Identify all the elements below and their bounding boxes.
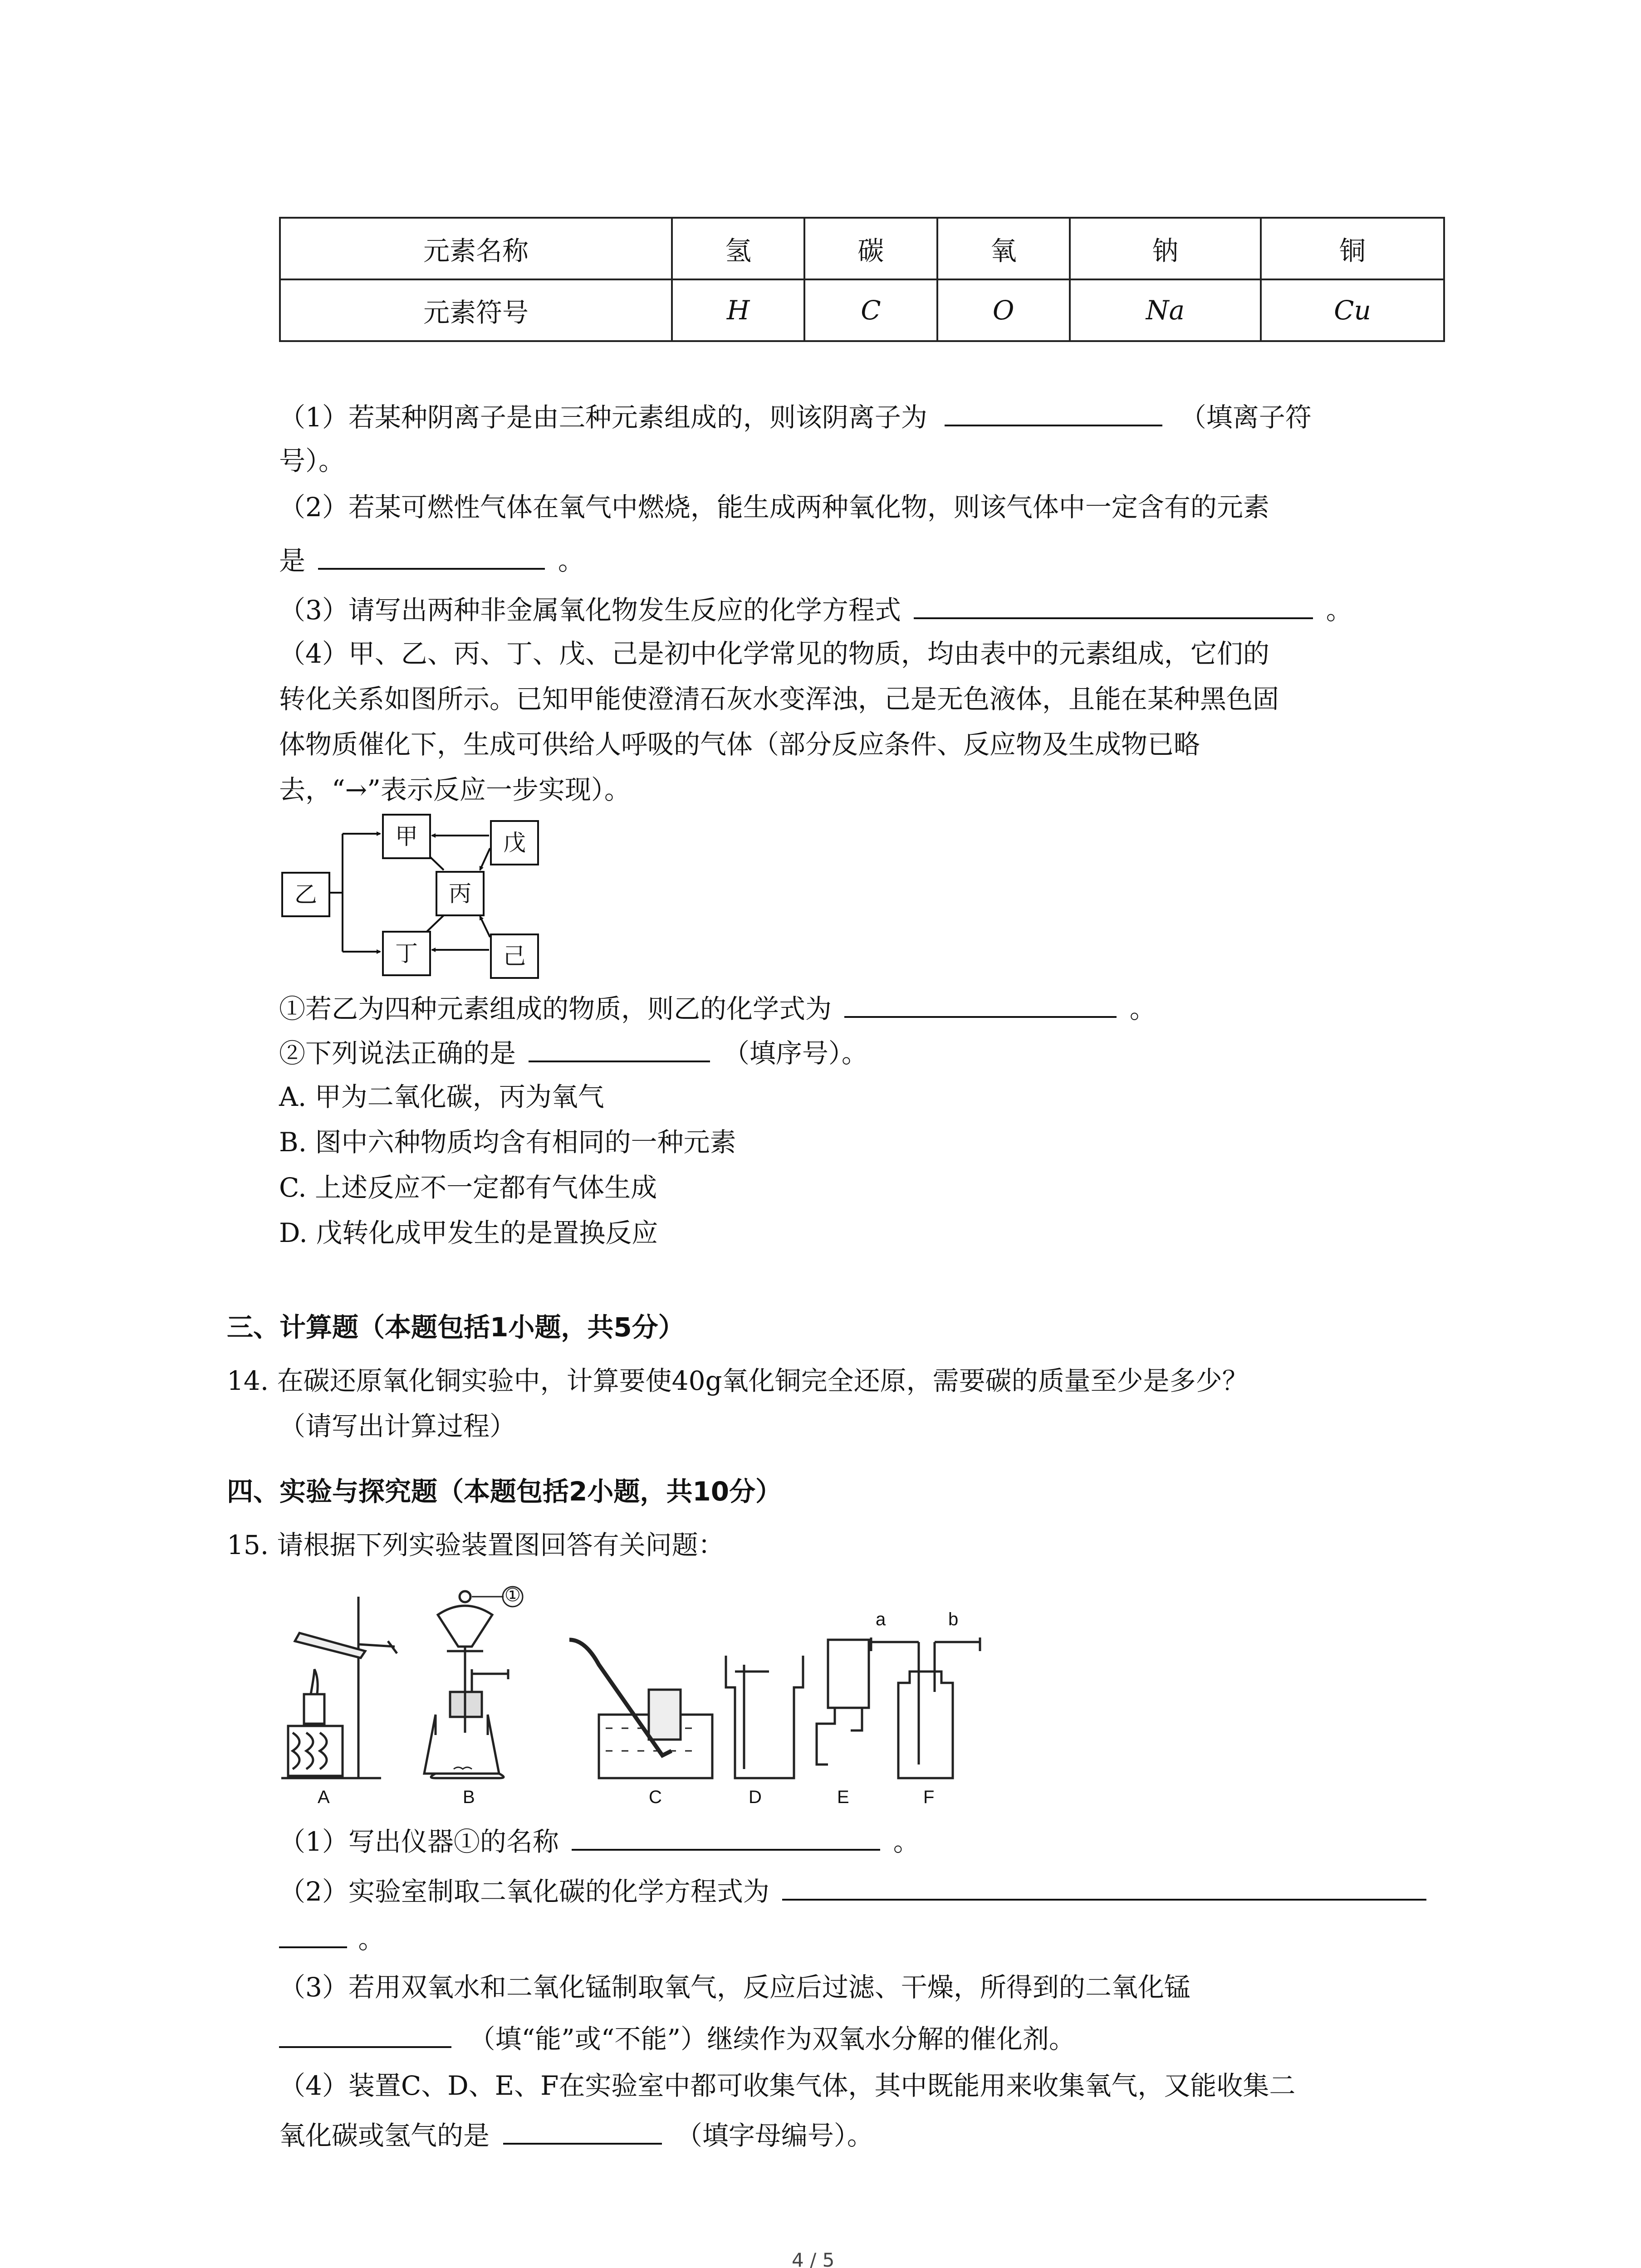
node-wu: 戊 xyxy=(490,820,539,865)
question-text: 是 xyxy=(279,545,306,576)
question-text: （填离子符 xyxy=(1180,402,1312,433)
question-text: （填“能”或“不能”）继续作为双氧水分解的催化剂。 xyxy=(469,2024,1076,2054)
table-cell: Cu xyxy=(1261,279,1444,341)
q13-part1-line1 xyxy=(279,399,1312,434)
answer-blank[interactable] xyxy=(503,2117,662,2145)
question-text: ①若乙为四种元素组成的物质，则乙的化学式为 xyxy=(279,993,832,1024)
apparatus-label-b: B xyxy=(463,1787,475,1807)
table-cell: 氢 xyxy=(672,218,804,279)
q15-part4-line2 xyxy=(279,2117,873,2152)
instrument-mark: ① xyxy=(505,1585,521,1606)
question-text: （填字母编号）。 xyxy=(676,2120,873,2151)
node-yi: 乙 xyxy=(281,872,330,917)
apparatus-label-a: A xyxy=(318,1787,330,1807)
q15-part3-line1: （3）若用双氧水和二氧化锰制取氧气，反应后过滤、干燥，所得到的二氧化锰 xyxy=(279,1972,1190,2003)
port-label-b: b xyxy=(948,1609,959,1629)
node-bing: 丙 xyxy=(436,871,485,916)
option-b: B. 图中六种物质均含有相同的一种元素 xyxy=(279,1127,736,1158)
q13-sub1 xyxy=(279,991,1156,1025)
q15-part2 xyxy=(279,1873,1431,1908)
option-a: A. 甲为二氧化碳，丙为氧气 xyxy=(279,1081,604,1112)
answer-blank[interactable] xyxy=(945,399,1162,426)
question-text: ②下列说法正确的是 xyxy=(279,1038,516,1069)
answer-blank[interactable] xyxy=(279,2021,451,2048)
q13-sub2 xyxy=(279,1035,868,1070)
q13-part3 xyxy=(279,592,1352,626)
table-cell: 碳 xyxy=(804,218,937,279)
answer-blank[interactable] xyxy=(318,543,545,570)
question-text: （3）请写出两种非金属氧化物发生反应的化学方程式 xyxy=(279,595,901,626)
q13-part1-line2: 号）。 xyxy=(279,445,345,476)
table-header-cell: 元素名称 xyxy=(280,218,672,279)
transformation-diagram xyxy=(277,812,549,984)
answer-blank-continued[interactable] xyxy=(279,1921,347,1948)
question-text: （1）写出仪器①的名称 xyxy=(279,1826,559,1857)
question-text: 。 xyxy=(1326,595,1352,626)
table-cell: 氧 xyxy=(937,218,1070,279)
q14-line1: 14. 在碳还原氧化铜实验中，计算要使40g氧化铜完全还原，需要碳的质量至少是多少？ xyxy=(227,1365,1249,1396)
q13-part2-line2 xyxy=(279,543,584,577)
question-text: （2）实验室制取二氧化碳的化学方程式为 xyxy=(279,1876,769,1907)
question-text: 氧化碳或氢气的是 xyxy=(279,2120,490,2151)
question-text: 。 xyxy=(358,1924,385,1955)
q13-part4-line2: 转化关系如图所示。已知甲能使澄清石灰水变浑浊，己是无色液体，且能在某种黑色固 xyxy=(279,684,1279,714)
answer-blank[interactable] xyxy=(572,1823,880,1851)
q13-part4-line3: 体物质催化下，生成可供给人呼吸的气体（部分反应条件、反应物及生成物已略 xyxy=(279,729,1200,760)
apparatus-figure xyxy=(272,1579,1021,1814)
answer-blank[interactable] xyxy=(914,592,1313,619)
q15-part3-line2 xyxy=(279,2021,1075,2055)
apparatus-label-f: F xyxy=(923,1787,935,1807)
question-text: （填序号）。 xyxy=(723,1038,868,1069)
q13-part4-line4: 去，“→”表示反应一步实现）。 xyxy=(279,774,631,805)
table-cell: O xyxy=(937,279,1070,341)
table-cell: Na xyxy=(1070,279,1261,341)
apparatus-label-e: E xyxy=(837,1787,849,1807)
q13-part2-line1: （2）若某可燃性气体在氧气中燃烧，能生成两种氧化物，则该气体中一定含有的元素 xyxy=(279,492,1269,523)
question-text: 。 xyxy=(1129,993,1156,1024)
table-cell: 铜 xyxy=(1261,218,1444,279)
apparatus-label-d: D xyxy=(749,1787,762,1807)
question-text: （1）若某种阴离子是由三种元素组成的，则该阴离子为 xyxy=(279,402,927,433)
table-cell: 钠 xyxy=(1070,218,1261,279)
table-cell: H xyxy=(672,279,804,341)
node-ji: 己 xyxy=(490,934,539,979)
answer-blank[interactable] xyxy=(844,991,1117,1018)
table-row xyxy=(280,279,1444,341)
node-jia: 甲 xyxy=(382,814,431,859)
element-table xyxy=(279,217,1445,342)
answer-blank[interactable] xyxy=(782,1873,1426,1901)
option-c: C. 上述反应不一定都有气体生成 xyxy=(279,1172,657,1203)
section-title-experiment: 四、实验与探究题（本题包括2小题，共10分） xyxy=(227,1476,782,1507)
apparatus-drawing xyxy=(272,1579,1021,1787)
table-header-cell: 元素符号 xyxy=(280,279,672,341)
q15-stem: 15. 请根据下列实验装置图回答有关问题： xyxy=(227,1530,725,1560)
page-number: 4 / 5 xyxy=(792,2249,835,2268)
q13-part4-line1: （4）甲、乙、丙、丁、戊、己是初中化学常见的物质，均由表中的元素组成，它们的 xyxy=(279,638,1269,669)
section-title-calc: 三、计算题（本题包括1小题，共5分） xyxy=(227,1312,685,1343)
question-text: 。 xyxy=(893,1826,920,1857)
answer-blank[interactable] xyxy=(529,1035,710,1062)
table-row xyxy=(280,218,1444,279)
q15-part4-line1: （4）装置C、D、E、F在实验室中都可收集气体，其中既能用来收集氧气，又能收集二 xyxy=(279,2070,1296,2101)
port-label-a: a xyxy=(876,1609,886,1629)
node-ding: 丁 xyxy=(382,931,431,976)
q14-line2: （请写出计算过程） xyxy=(279,1411,516,1442)
apparatus-label-c: C xyxy=(649,1787,662,1807)
question-text: 。 xyxy=(558,545,584,576)
q15-part1 xyxy=(279,1823,920,1858)
q15-part2-line2 xyxy=(279,1921,384,1955)
table-cell: C xyxy=(804,279,937,341)
option-d: D. 戊转化成甲发生的是置换反应 xyxy=(279,1217,658,1248)
